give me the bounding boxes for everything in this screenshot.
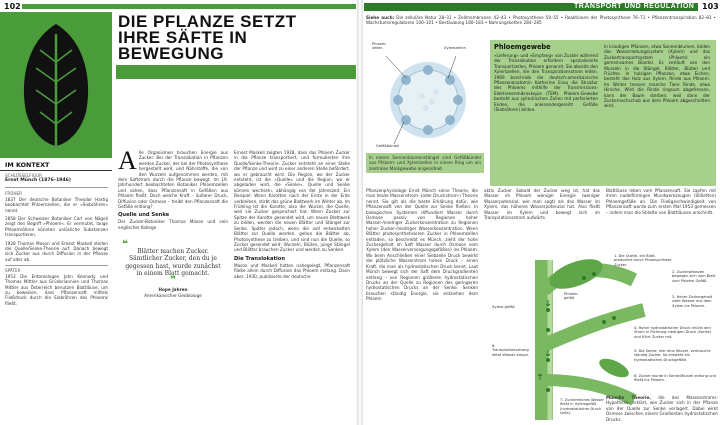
title-line-3: BEWEGUNG <box>118 44 224 63</box>
micrograph-caption-text: In einem Sonnenblumenstängel sind Gefäßbündel aus Phloem- und Xylemzellen in einem Ring um ein zentrales Markgewebe angeordnet. <box>369 155 481 171</box>
leaf-icon <box>0 12 112 158</box>
diagram-label-2: 2. Zuckerpflanzen bewegen sich vom Blatt zum Phloem-Gefäß. <box>672 270 716 283</box>
right-page-number: 103 <box>702 2 719 11</box>
diagram-caption-text: die des Massenstroms-Hypothese, erklärt, wie Zucker sich in der Pflanze von der Quelle zur Senke verlagert. Dabei wirkt Osmose zwischen einem Gradienten hydrostatischen Drucks. <box>606 395 718 422</box>
diagram-label-8: 8. Transpirationsstrang leitet Wasser empor. <box>492 344 529 357</box>
diagram-label-6: 6. Zucker wurde in Senke/Wurzel entlang und fließt ins Phloem. <box>634 374 716 383</box>
quote-role: Amerikanischer Geobiologe <box>144 292 202 298</box>
kontext-entry: 1837 Der deutsche Botaniker Theodor Hartig beobachtet Phloemzellen, die er »Siebröhren« nennt. <box>5 196 108 213</box>
leaf-panel <box>0 12 112 158</box>
drop-cap: A <box>118 146 137 175</box>
diagram-label-4: 4. Hoher hydrostatischer Druck drückt den Strom in Richtung niedrigen Druck (Senke) und führt Zucker mit. <box>634 326 712 339</box>
col2-text: Ernest Maskell zeigten 1928, dass das Phloem Zucker in die Pflanze transportiert, und formulierten ihre Quelle/Senke-Theorie. Zucker entsteht an einer Stelle der Pflanze und wird zu einer anderen Stelle befördert, wo er gebraucht wird. Die Region, wo der Zucker entsteht, ist die »Quelle« und die Region, wo er abgeladen wird, die »Senke«. Quelle und Senke können wechseln, abhängig von der Jahreszeit. Ein Beispiel: Wenn Karotten nach der Ernte in der Erde verbleiben, stirbt das grüne Blattwerk im Winter ab. Im Frühling ist die Karotte, also die Wurzel, die Quelle, weil sie Zucker gespeichert hat. Wenn Zucker zur Spitze der Karotte gesendet wird, um neues Blattwerk zu bilden, werden die neuen Blätter und Stängel zur Senke. Später jedoch, wenn die voll entwickelten Blätter zur Quelle werden, gehen die Blätter ab, Photosynthese zu treiben, und sind nun die Quelle, so Zucker gesendet wird: Wurzeln, Blüten, junge Stängel und Blätter brauchen Zucker und werden zu Senken. <box>234 150 350 253</box>
left-page <box>0 0 356 425</box>
left-top-bar <box>22 4 356 9</box>
diagram-caption <box>606 395 718 422</box>
phloem-box-col2: In krautigen Pflanzen, etwa Sonnenblumen, bilden das Wasserleitungssystem (Xylem) und das Zuckertransportsystem (Phloem) ein gemeinsames Bündel. Es verläuft von den Wurzeln in die Stängel, Blätter, Blüten und Früchte. In holzigen Pflanzen, etwa Eichen, besteht das Holz aus Xylem. Rinde aus Phloem. Im Winter tressen manche Tiere Rinde, etwa Hirsche. Wird die Rinde ringsum abgefressen, kann der Baum sterben, weil dann der Zuckernachschub aus dem Phloem abgeschnitten wird. <box>604 44 710 109</box>
kontext-entry: 1858 Der Schweizer Botaniker Carl von Nägeli zeigt den Begriff »Phloem«. Er vermutet, lange Phloemröhren könnten unlösliche Substanzen transportieren. <box>5 216 108 238</box>
right-column-2: aktiv Zucker. Sobald der Zucker weg ist, hat das Wasser im Phloem weniger Energie (weniger Wasserpotenzial, wie man sagt) als das Wasser im Xylem, das höheres Wasserpotenzial hat. Also fließt Wasser im Xylem und bewegt sich im Transpirationsstrom aufwärts. <box>484 188 600 221</box>
siehe-auch <box>366 15 716 26</box>
sunflower-stem-micrograph <box>364 40 486 152</box>
micrograph-panel <box>364 40 486 152</box>
phloem-box-heading: Phloemgewebe <box>494 43 551 51</box>
title-underbar <box>116 65 356 79</box>
title-block <box>118 14 354 62</box>
left-page-number: 102 <box>4 2 21 11</box>
quote-close-icon: ❞ <box>170 275 176 287</box>
diagram-caption-bold: Münchs Theorie, <box>606 395 651 400</box>
quote-text: Blätter machen Zucker. Sämtlicher Zucker, den du je gegessen hast, wurde zunächst in einem Blatt gemacht. <box>125 248 221 277</box>
spaeter-label: SPÄTER <box>5 268 21 274</box>
im-kontext-box <box>0 160 112 425</box>
left-column-1 <box>118 146 228 298</box>
quote-author: Hope Jahren <box>158 287 188 293</box>
diagram-label-7: 7. Zuckerreiches Wasser fließt in Xylemgefäß (hydrostatischer Druck sinkt). <box>560 398 604 416</box>
phloem-box <box>490 40 716 186</box>
running-head: TRANSPORT UND REGULATION <box>574 3 695 10</box>
micrograph-caption <box>366 153 484 173</box>
translokation-heading: Die Translokation <box>234 255 286 262</box>
kontext-entry: 1928 Thomas Mason und Ernest Maskell stellen die Quelle/Senke-Theorie auf: Danach bewegt sich Zucker aus durch Diffusion in der Pflanze auf oder ab. <box>5 240 108 262</box>
title-line-1: DIE PFLANZE SETZT <box>118 12 297 31</box>
intro-paragraph <box>118 146 228 210</box>
diagram-label-xylem: Xylem-gefäß <box>492 305 515 309</box>
frueher-label: FRÜHER <box>5 191 23 197</box>
label-gefaessbuendel: Gefäßbündel <box>376 144 400 148</box>
siehe-auch-text: Die zelluläre Natur 28–31 • Zellmembranen 42–43 • Photosynthese 50–55 • Reaktionen der Photosynthese 76–71 • Pflanzentranspiration 82–83 • Wachstumsregulatoren 100–101 • Bestäubung 180–183 • Nahrungsketten 284–285 <box>366 15 716 26</box>
kontext-entry: 1953 Die Entomologen John Kennedy und Thomas Mittler aus Grünbriannien und Thomas Mittler aus Österreich benutzen Blattläuse, um zu beweisen, dass Pflanzensaft mittels Fließdruck durch die Siebröhren des Phloems fließt. <box>5 273 108 306</box>
schluesselfigur-label: SCHLÜSSELFIGUR <box>5 173 43 178</box>
left-column-2 <box>234 150 350 279</box>
translokation-text: Mason und Maskell hatten nahegelegt, Pflanzensaft fließe allein durch Diffusion das Phloem entlang. Dann aber, 1930, publizierte der deutsche <box>234 262 350 279</box>
right-column-1: Pflanzenphysiologe Ernst Münch seine Theorie, die man heute Massenstrom- (oder Druckstrom-) Theorie nennt. Sie gilt als die beste Erklärung dafür, wie Pflanzensaft von der Quelle zur Senke fließen. In biologischen Systemen diffundiert Wasser durch Osmose passiv von Regionen hoher Wasser-/niedriger Zuckerkonzentration zu Regionen hoher Zucker-/niedriger Wasserkonzentration. Wenn Blätter photosynthetisieren Zucker in Phloemzellen entladen, so beschreibt es Münch, zieht der hohe Zuckergehalt im Saft Wasser durch Osmose vom Xylem (den Wasserversorgungsgefäßen) ins Phloem. Wo beim Anschließen einer Siebzelle Druck bewirkt die plötzliche Wasserstrom hohen Druck – einen Kraft, die man als hydrostatischen Druck kennt. Laut Münch bewegt sich der Saft dem Druckgradienten entlang – von Regionen größeren hydrostatischen Drucks an der Quelle zu Regionen des geringeren hydrostatischen Drucks an der Senke. Senken brauchen ständig Energie, sie entziehen dem Phloem <box>366 188 478 302</box>
im-kontext-heading: IM KONTEXT <box>0 160 112 171</box>
page-gutter <box>357 0 363 425</box>
diagram-label-1: 1. Die Quelle, ein Blatt, produziert durch Photosynthese Zucker. <box>614 254 672 267</box>
siehe-auch-label: Siehe auch: <box>366 15 395 20</box>
phloem-box-col1: »Lieferung« und »Empfang« von Zucker während der Translokation erfordern spezialisierte Transportzellen, Phloem genannt. Sie abseits den Xylemzellen, die den Transpirationsstrom leiten. 1969 beschrieb die deutsch-amerikanische Pflanzenanatomin Katherine Esau die Struktur des Phloems mithilfe der Transmissions-Elektronenmikroskopie (TEM). Phloem-Gewebe besteht aus zylindrischen Zellen mit perforierten Enden, die aneinandergereiht Gefäße (Siebröhren) bilden. <box>494 53 598 113</box>
title-line-2: IHRE SÄFTE IN <box>118 28 248 47</box>
quote-mark-icon: ❝ <box>122 239 128 251</box>
schluesselfigur: Ernst Münch (1876–1946) <box>5 178 71 184</box>
right-page <box>364 0 720 425</box>
right-column-3: Blattläuse leben vom Pflanzensaft. Sie zapfen mit ihren nadelförmigen Mundwerkzeugen (Stilletten) Phloemgefäße an. Die Fließgeschwindigkeit von Pflanzensaft wurde zum ersten Mal 1953 gemessen – indem man die Stilette von Blattläusen anschnitt. <box>606 188 716 215</box>
quelle-heading: Quelle und Senke <box>118 212 170 219</box>
subtitle: TRANSLOKATION IN PFLANZEN <box>118 95 232 102</box>
intro-text: lle Organismen brauchen Energie aus Zucker. Bei der Translokation in Pflanzen werden Zucker, der bei der Photosynthese hergestellt wird, und Nährstoffe, die von den Wurzeln aufgenommen werden, mit dem Saftstrom durch die Pflanze bewegt. Im 19. Jahrhundert beobachteten Botaniker Phloemzellen und sahen, dass Pflanzensaft in Gefäßen aus Phloem fließt. Doch welche Kraft – äußerer Druck, Diffusion oder Osmose – treibt den Pflanzensaft die Gefäße entlang? <box>118 150 228 210</box>
diagram-label-5: 5. Die Senke, hier eine Wurzel, verbraucht ständig Zucker. So entsteht ein hydrostatisches Druckgefälle. <box>634 349 711 362</box>
quelle-text: Der Zucker-Botaniker Thomas Mason und sein englischer Kollege <box>118 219 228 230</box>
label-phloemzellen: Phloem-zellen <box>372 42 387 51</box>
diagram-label-phloem: Phloem-gefäß <box>564 292 579 301</box>
diagram-label-3: 3. Hoher Zuckergehalt zieht Wasser aus dem Xylem ins Phloem. <box>672 295 713 308</box>
label-xylemzellen: Xylemzellen <box>444 46 466 50</box>
